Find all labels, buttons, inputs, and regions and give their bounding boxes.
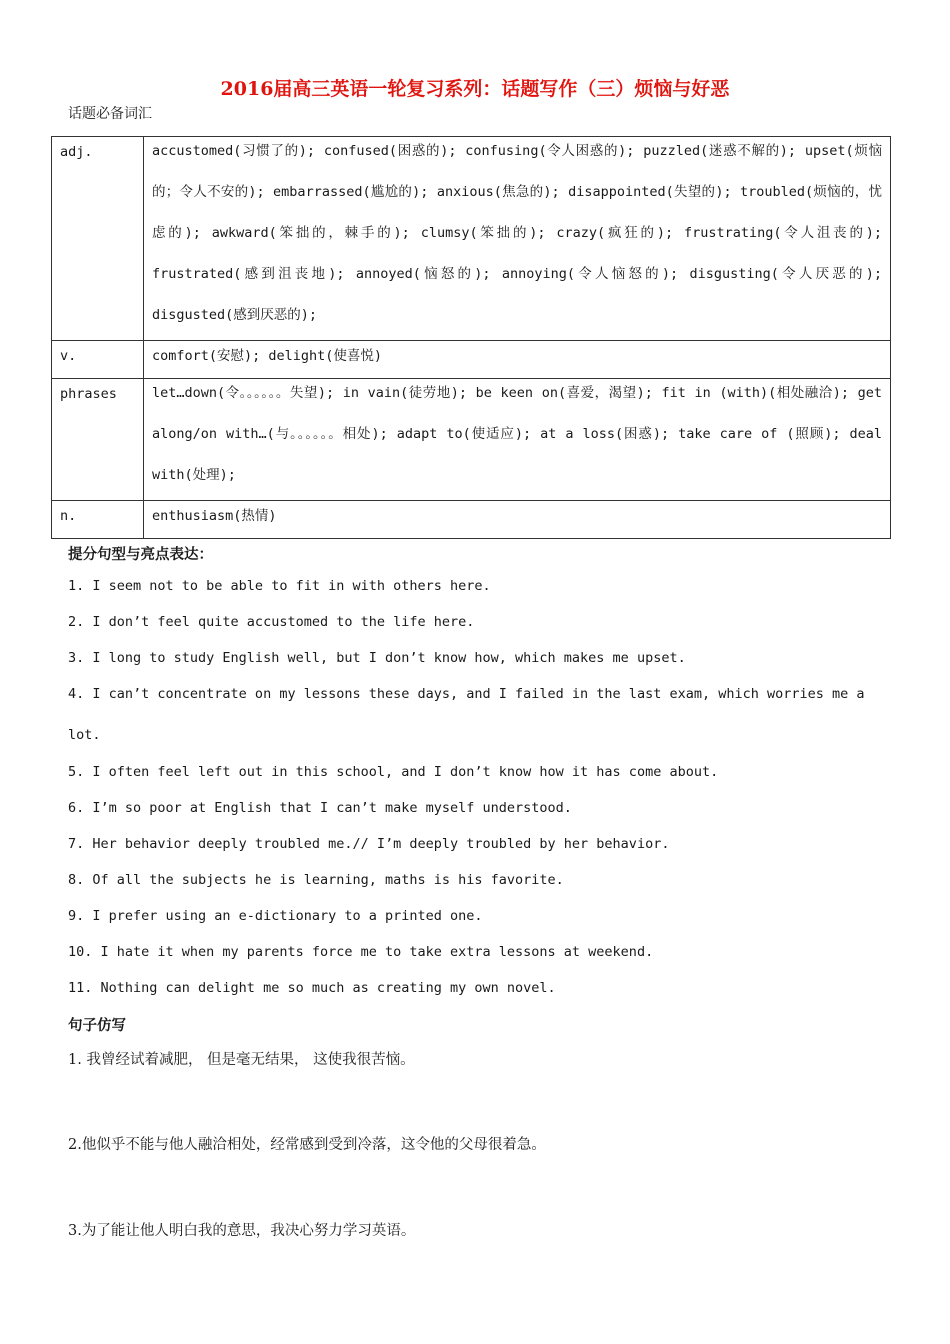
- imitation-item: 1. 我曾经试着减肥， 但是毫无结果， 这使我很苦恼。: [68, 1052, 415, 1068]
- pos-cell: v.: [52, 341, 144, 379]
- table-row: [52, 137, 891, 341]
- table-row: [52, 379, 891, 501]
- expressions-list: [68, 576, 886, 1014]
- list-item: 6. I’m so poor at English that I can’t make myself understood.: [68, 800, 572, 816]
- list-item: 3. I long to study English well, but I don’t know how, which makes me upset.: [68, 650, 686, 666]
- words-cell: enthusiasm(热情): [144, 501, 891, 539]
- words-cell: accustomed(习惯了的); confused(困惑的); confusing(令人困惑的); puzzled(迷惑不解的); upset(烦恼的；令人不安的); embarrassed(尴尬的); anxious(焦急的); disappointed(失望的); troubled(烦恼的，忧虑的); awkward(笨拙的，棘手的); clumsy(笨拙的); crazy(疯狂的); frustrating(令人沮丧的); frustrated(感到沮丧地); annoyed(恼怒的); annoying(令人恼怒的); disgusting(令人厌恶的); disgusted(感到厌恶的);: [144, 137, 891, 341]
- words-cell: let…down(令。。。。。。失望); in vain(徒劳地); be keen on(喜爱，渴望); fit in (with)(相处融洽); get along/on with…(与。。。。。。相处); adapt to(使适应); at a loss(困惑); take care of (照顾); deal with(处理);: [144, 379, 891, 501]
- vocab-table: [51, 136, 891, 539]
- pos-cell: adj.: [52, 137, 144, 341]
- imitation-heading: 句子仿写: [68, 1018, 126, 1034]
- words-cell: comfort(安慰); delight(使喜悦): [144, 341, 891, 379]
- list-item: 1. I seem not to be able to fit in with others here.: [68, 578, 491, 594]
- list-item: 2. I don’t feel quite accustomed to the life here.: [68, 614, 475, 630]
- list-item: 7. Her behavior deeply troubled me.// I’m deeply troubled by her behavior.: [68, 836, 670, 852]
- vocab-heading: 话题必备词汇: [68, 106, 152, 122]
- list-item: 8. Of all the subjects he is learning, maths is his favorite.: [68, 872, 564, 888]
- pos-cell: phrases: [52, 379, 144, 501]
- expressions-heading: 提分句型与亮点表达：: [68, 547, 213, 563]
- list-item: 4. I can’t concentrate on my lessons these days, and I failed in the last exam, which worries me a lot.: [68, 686, 865, 743]
- list-item: 10. I hate it when my parents force me to take extra lessons at weekend.: [68, 944, 654, 960]
- imitation-item: 2.他似乎不能与他人融洽相处，经常感到受到冷落，这令他的父母很着急。: [68, 1137, 546, 1153]
- imitation-item: 3.为了能让他人明白我的意思，我决心努力学习英语。: [68, 1223, 416, 1239]
- table-row: [52, 501, 891, 539]
- list-item: 9. I prefer using an e-dictionary to a printed one.: [68, 908, 483, 924]
- list-item: 11. Nothing can delight me so much as creating my own novel.: [68, 980, 556, 996]
- pos-cell: n.: [52, 501, 144, 539]
- page-title: 2016届高三英语一轮复习系列：话题写作（三）烦恼与好恶: [220, 78, 730, 100]
- list-item: 5. I often feel left out in this school, and I don’t know how it has come about.: [68, 764, 719, 780]
